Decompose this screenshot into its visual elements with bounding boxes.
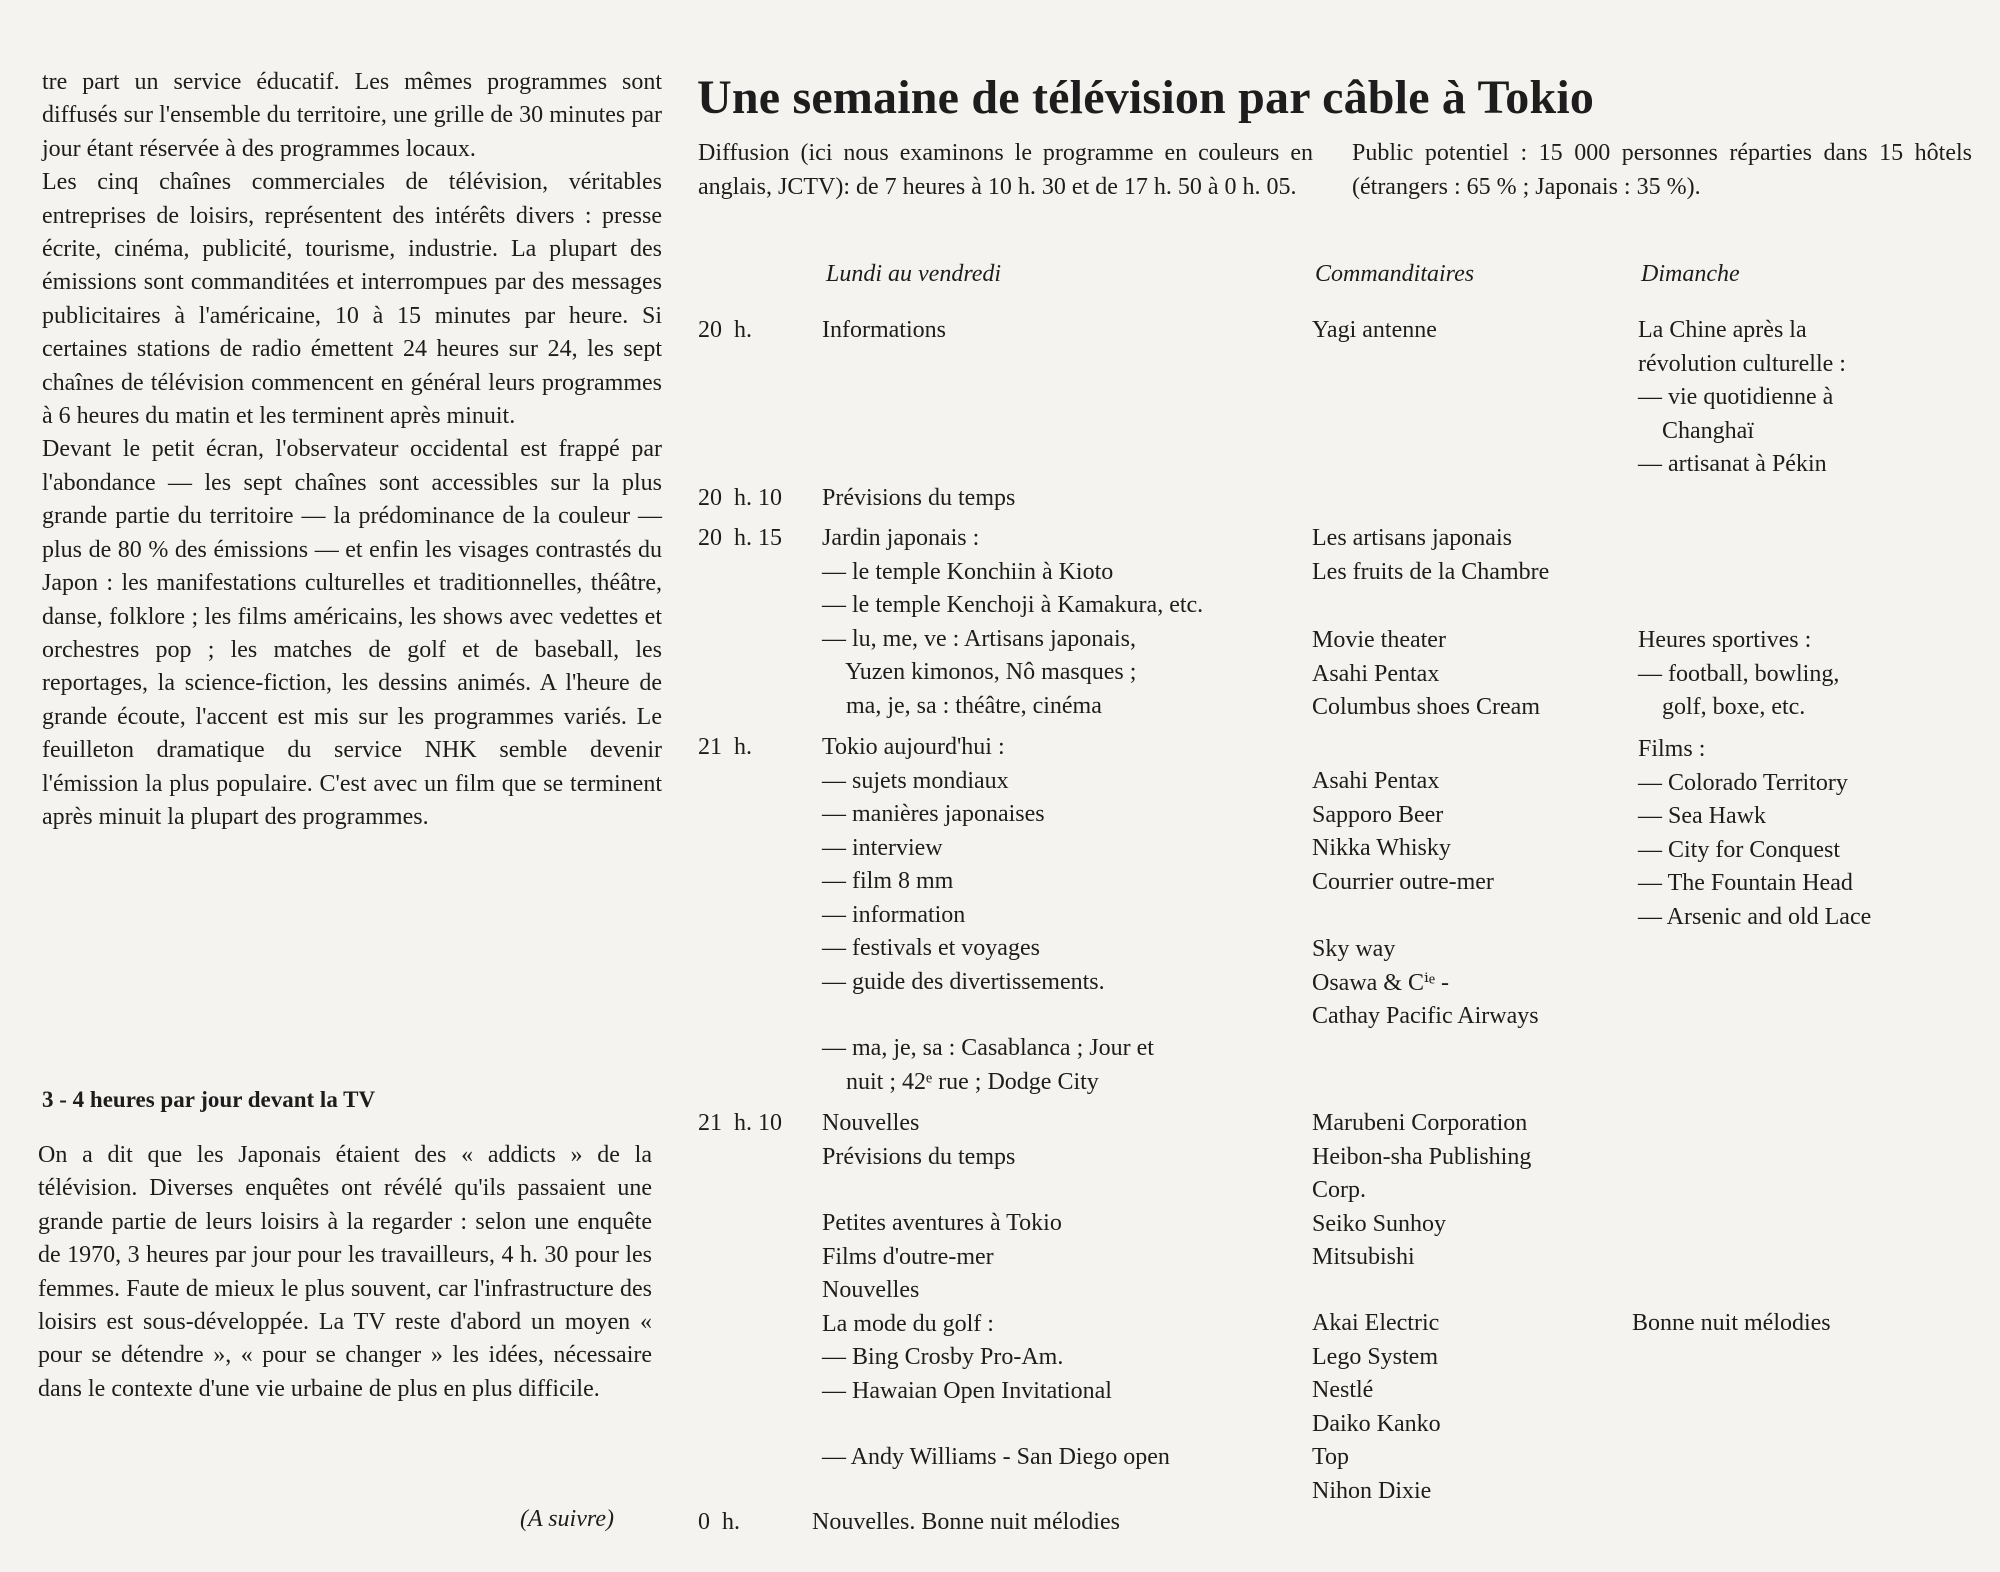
program-entry: Tokio aujourd'hui : — sujets mondiaux — manières japonaises — interview — film 8 mm — information — festivals et voyages — guide des divertissements. — [822, 734, 1105, 995]
article-title: Une semaine de télévision par câble à Tokio — [697, 71, 1595, 124]
program-entry: Prévisions du temps — [822, 485, 1016, 511]
time-slot: 20 h. — [698, 317, 752, 343]
to-be-continued: (A suivre) — [520, 1506, 614, 1532]
sunday-entry: Heures sportives : — football, bowling, golf, boxe, etc. — [1638, 627, 1840, 720]
time-slot: 0 h. — [698, 1509, 740, 1535]
program-entry: — Andy Williams - San Diego open — [822, 1444, 1170, 1470]
sponsor-entry: Asahi Pentax Sapporo Beer Nikka Whisky Courrier outre-mer — [1312, 768, 1494, 895]
sponsor-entry: Movie theater Asahi Pentax Columbus shoes Cream — [1312, 627, 1540, 720]
time-slot: 21 h. — [698, 734, 752, 760]
program-entry: Informations — [822, 317, 946, 343]
program-entry: Nouvelles. Bonne nuit mélodies — [812, 1509, 1120, 1535]
sunday-entry: Films : — Colorado Territory — Sea Hawk — City for Conquest — The Fountain Head — Arsenic and old Lace — [1638, 736, 1872, 930]
program-entry: — ma, je, sa : Casablanca ; Jour et nuit ; 42ᵉ rue ; Dodge City — [822, 1035, 1154, 1095]
sponsor-entry: Sky way Osawa & Cⁱᵉ - Cathay Pacific Airways — [1312, 936, 1539, 1029]
sponsor-entry: Marubeni Corporation Heibon-sha Publishing Corp. Seiko Sunhoy Mitsubishi — [1312, 1110, 1532, 1270]
paragraph-tv-addicts: On a dit que les Japonais étaient des « addicts » de la télévision. Diverses enquêtes ont révélé qu'ils passaient une grande partie de leurs loisirs à la regarder : selon une enquête de 1970, 3 heures par jour pour les travailleurs, 4 h. 30 pour les femmes. Faute de mieux le plus souvent, car l'infrastructure des loisirs est sous-développée. La TV reste d'abord un moyen « pour se détendre », « pour se changer » les idées, nécessaire dans le contexte d'une vie urbaine de plus en plus difficile. — [38, 1142, 652, 1402]
section-heading: 3 - 4 heures par jour devant la TV — [42, 1087, 376, 1112]
paragraph-intro-continuation: tre part un service éducatif. Les mêmes programmes sont diffusés sur l'ensemble du territoire, une grille de 30 minutes par jour étant réservée à des programmes locaux. — [42, 69, 662, 162]
time-slot: 20 h. 10 — [698, 485, 782, 511]
sunday-entry: Bonne nuit mélodies — [1632, 1310, 1831, 1336]
left-column-section — [38, 1139, 652, 1406]
time-slot: 20 h. 15 — [698, 525, 782, 551]
column-header-sponsors: Commanditaires — [1315, 261, 1475, 287]
column-header-weekdays: Lundi au vendredi — [826, 261, 1002, 287]
column-header-sunday: Dimanche — [1641, 261, 1740, 287]
potential-audience-text: Public potentiel : 15 000 personnes réparties dans 15 hôtels (étrangers : 65 % ; Japonais : 35 %). — [1352, 140, 1972, 200]
sponsor-entry: Akai Electric Lego System Nestlé Daiko Kanko Top Nihon Dixie — [1312, 1310, 1441, 1504]
sunday-entry: La Chine après la révolution culturelle : — vie quotidienne à Changhaï — artisanat à Pékin — [1638, 317, 1846, 477]
sponsor-entry: Les artisans japonais Les fruits de la Chambre — [1312, 525, 1550, 585]
time-slot: 21 h. 10 — [698, 1110, 782, 1136]
paragraph-commercial-channels: Les cinq chaînes commerciales de télévision, véritables entreprises de loisirs, représentent des intérêts divers : presse écrite, cinéma, publicité, tourisme, industrie. La plupart des émissions sont commanditées et interrompues par des messages publicitaires à l'américaine, 10 à 15 minutes par heure. Si certaines stations de radio émettent 24 heures sur 24, les sept chaînes de télévision commencent en général leurs programmes à 6 heures du matin et les terminent après minuit. — [42, 169, 662, 430]
left-column-text — [42, 66, 662, 834]
sponsor-entry: Yagi antenne — [1312, 317, 1437, 343]
paragraph-western-observer: Devant le petit écran, l'observateur occidental est frappé par l'abondance — les sept chaînes sont accessibles sur la plus grande partie du territoire — la prédominance de la couleur — plus de 80 % des émissions — et enfin les visages contrastés du Japon : les manifestations culturelles et traditionnelles, théâtre, danse, folklore ; les films américains, les shows avec vedettes et orchestres pop ; les matches de golf et de baseball, les reportages, la science-fiction, les dessins animés. A l'heure de grande écoute, l'accent est mis sur les programmes variés. Le feuilleton dramatique du service NHK semble devenir l'émission la plus populaire. C'est avec un film que se terminent après minuit la plupart des programmes. — [42, 436, 662, 830]
program-entry: Petites aventures à Tokio Films d'outre-mer Nouvelles La mode du golf : — Bing Crosby Pro-Am. — Hawaian Open Invitational — [822, 1210, 1112, 1404]
program-entry: Nouvelles Prévisions du temps — [822, 1110, 1016, 1170]
program-entry: Jardin japonais : — le temple Konchiin à Kioto — le temple Kenchoji à Kamakura, etc. — lu, me, ve : Artisans japonais, Yuzen kimonos, Nô masques ; ma, je, sa : théâtre, cinéma — [822, 525, 1204, 719]
broadcast-hours-text: Diffusion (ici nous examinons le programme en couleurs en anglais, JCTV): de 7 heures à 10 h. 30 et de 17 h. 50 à 0 h. 05. — [698, 140, 1313, 200]
